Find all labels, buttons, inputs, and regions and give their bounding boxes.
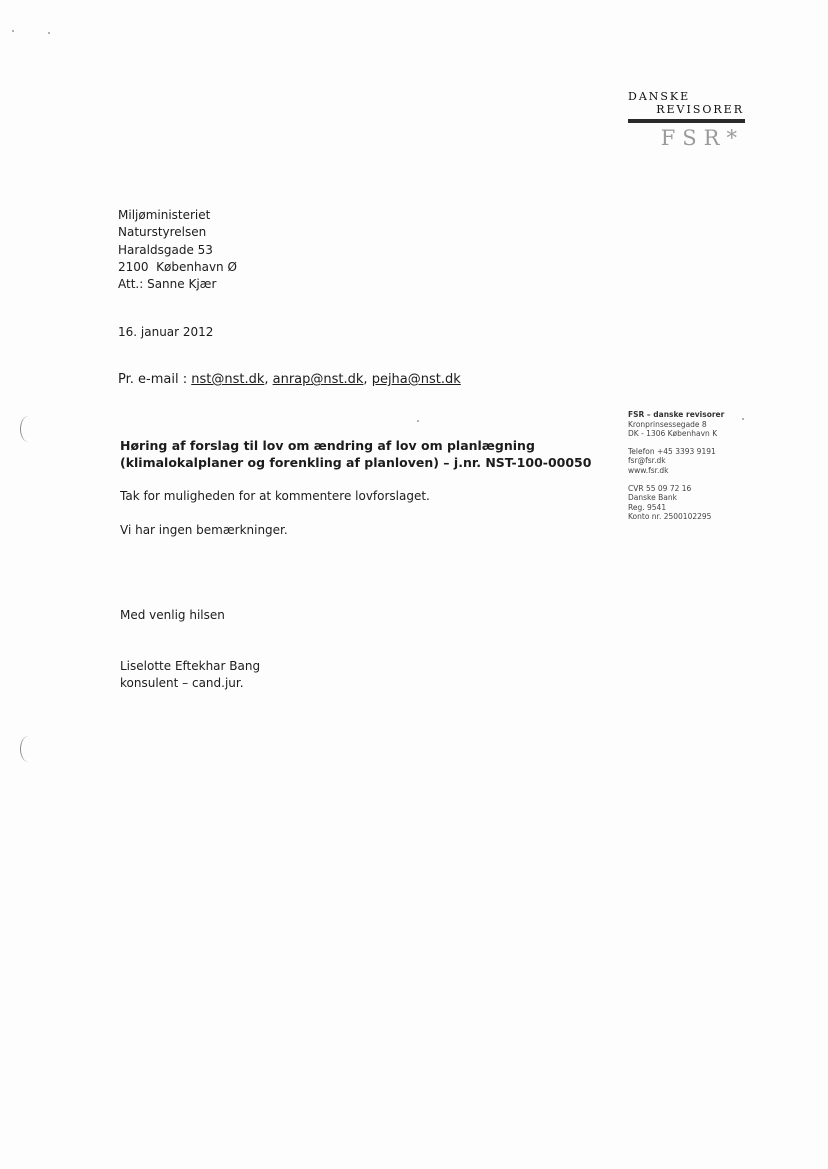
subject-line: Høring af forslag til lov om ændring af lov om planlægning — [120, 438, 535, 453]
recipient-line: Naturstyrelsen — [118, 225, 207, 240]
closing-greeting: Med venlig hilsen — [120, 608, 225, 622]
email-separator: , — [264, 372, 273, 387]
signer-title: konsulent – cand.jur. — [120, 676, 244, 690]
email-link[interactable]: nst@nst.dk — [191, 372, 265, 387]
subject-line: (klimalokalplaner og forenkling af planloven) – j.nr. NST-100-00050 — [120, 455, 592, 470]
sender-account: Konto nr. 2500102295 — [628, 512, 712, 522]
logo-divider — [628, 119, 745, 123]
sender-street: Kronprinsessegade 8 — [628, 419, 707, 429]
letter-date: 16. januar 2012 — [118, 325, 214, 339]
signature-block — [120, 658, 260, 692]
sender-reg: Reg. 9541 — [628, 502, 667, 512]
scan-margin-mark — [20, 736, 37, 762]
body-paragraph: Tak for muligheden for at kommentere lovforslaget. — [120, 489, 430, 503]
email-link[interactable]: pejha@nst.dk — [371, 372, 461, 387]
email-separator: , — [363, 372, 372, 387]
sender-cvr: CVR 55 09 72 16 — [628, 483, 692, 493]
scan-speck — [417, 420, 419, 422]
scan-speck — [12, 30, 14, 32]
sender-info — [628, 410, 724, 522]
letter-subject — [120, 437, 591, 471]
sender-email: fsr@fsr.dk — [628, 456, 666, 466]
recipient-address — [118, 207, 237, 293]
sender-phone: Telefon +45 3393 9191 — [628, 446, 716, 456]
email-prefix: Pr. e-mail : — [118, 372, 192, 387]
signer-name: Liselotte Eftekhar Bang — [120, 659, 261, 673]
spacer — [628, 476, 724, 484]
sender-name: FSR – danske revisorer — [628, 410, 725, 419]
recipient-line: 2100 København Ø — [118, 259, 237, 274]
logo-text-revisorer: REVISORER — [656, 103, 744, 116]
email-recipients — [118, 372, 461, 387]
sender-city: DK - 1306 København K — [628, 429, 718, 439]
body-paragraph: Vi har ingen bemærkninger. — [120, 523, 288, 537]
scan-margin-mark — [20, 416, 37, 442]
logo-fsr-mark: FSR* — [660, 126, 744, 150]
recipient-line: Att.: Sanne Kjær — [118, 277, 217, 292]
sender-bank: Danske Bank — [628, 493, 677, 503]
scan-speck — [742, 418, 744, 420]
recipient-line: Haraldsgade 53 — [118, 242, 213, 257]
scan-speck — [48, 32, 50, 34]
recipient-line: Miljøministeriet — [118, 208, 211, 222]
email-link[interactable]: anrap@nst.dk — [272, 372, 364, 387]
spacer — [628, 439, 724, 447]
sender-web: www.fsr.dk — [628, 465, 669, 475]
logo-text-danske: DANSKE — [628, 90, 691, 103]
